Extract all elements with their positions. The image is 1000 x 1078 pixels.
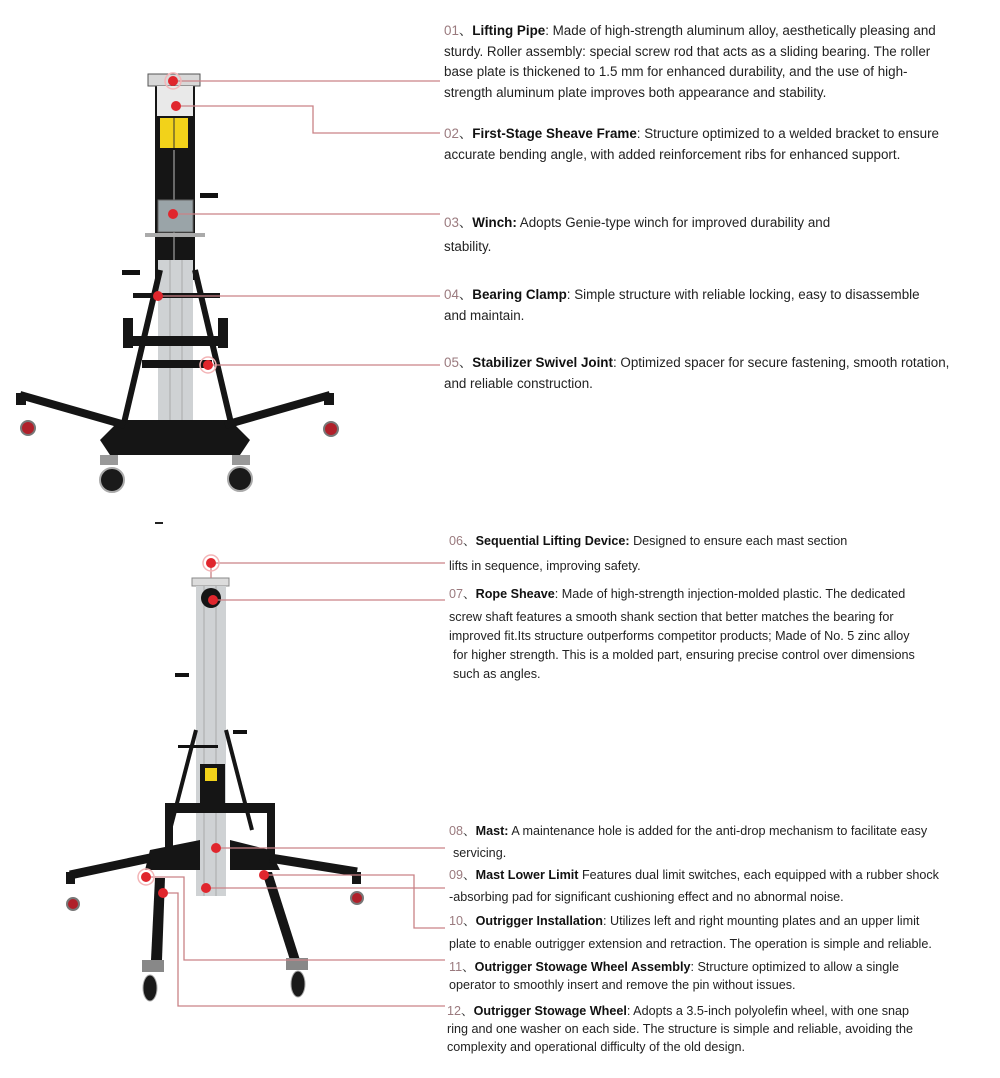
feature-number: 06 [449,534,464,548]
feature-title: Stabilizer Swivel Joint [472,355,613,370]
feature-05-stabilizer-swivel-joint: 05、Stabilizer Swivel Joint: Optimized spacer for secure fastening, smooth rotation, and reliable construction. [444,355,950,391]
feature-title: Lifting Pipe [472,23,546,38]
feature-number: 02 [444,126,459,141]
feature-09-mast-lower-limit: 09、Mast Lower Limit Features dual limit switches, each equipped with a rubber shock -absorbing pad for significant cushioning effect and no abnormal noise. [449,868,939,904]
feature-10-outrigger-installation: 10、Outrigger Installation: Utilizes left and right mounting plates and an upper limit plate to enable outrigger extension and retraction. The operation is simple and reliable. [449,914,932,951]
feature-11-stowage-wheel-assembly: 11、Outrigger Stowage Wheel Assembly: Structure optimized to allow a single operator to smoothly insert and remove the pin without issues. [449,960,900,992]
feature-number: 10 [449,914,464,928]
feature-number: 07 [449,587,464,601]
feature-12-stowage-wheel: 12、Outrigger Stowage Wheel: Adopts a 3.5-inch polyolefin wheel, with one snap ring and one washer on each side. The structure is simple and reliable, avoiding the complexity and operational difficulty of the old design. [447,1004,914,1054]
feature-07-rope-sheave: 07、Rope Sheave: Made of high-strength injection-molded plastic. The dedicated screw shaft features a smooth shank section that better matches the bearing for improved fit.Its structure outperforms competitor products; Made of No. 5 zinc alloy for higher strength. This is a molded part, ensuring precise control over dimensions such as angles. [449,587,915,681]
feature-title: First-Stage Sheave Frame [472,126,637,141]
feature-02-sheave-frame: 02、First-Stage Sheave Frame: Structure optimized to a welded bracket to ensure accurate bending angle, with added reinforcement ribs for enhanced support. [444,126,939,162]
feature-title: Bearing Clamp [472,287,567,302]
feature-title: Outrigger Stowage Wheel [473,1004,627,1018]
feature-04-bearing-clamp: 04、Bearing Clamp: Simple structure with reliable locking, easy to disassemble and maintain. [444,287,920,323]
feature-title: Winch: [472,215,517,230]
feature-title: Rope Sheave [475,587,555,601]
feature-title: Mast Lower Limit [475,868,579,882]
feature-number: 11 [449,960,463,974]
feature-03-winch: 03、Winch: Adopts Genie-type winch for improved durability and stability. [444,215,831,254]
feature-number: 05 [444,355,459,370]
feature-number: 01 [444,23,459,38]
lifter-silver-mast-image [66,578,363,1001]
feature-08-mast: 08、Mast: A maintenance hole is added for the anti-drop mechanism to facilitate easy servicing. [449,824,928,860]
feature-06-sequential-lifting-device: 06、Sequential Lifting Device: Designed to ensure each mast section lifts in sequence, improving safety. [449,534,848,573]
feature-number: 04 [444,287,459,302]
lifter-black-frame-image [16,74,338,524]
feature-01-lifting-pipe: 01、Lifting Pipe: Made of high-strength aluminum alloy, aesthetically pleasing and sturdy. Roller assembly: special screw rod that acts as a sliding bearing. The roller base plate is thickened to 1.5 mm for enhanced durability, and the use of high- strength aluminum plate improves both appearance and stability. [444,23,936,100]
top-callout-lines [158,81,440,365]
feature-number: 09 [449,868,464,882]
bottom-callout-lines [146,563,445,1006]
feature-title: Outrigger Installation [475,914,603,928]
feature-title: Outrigger Stowage Wheel Assembly [474,960,691,974]
feature-number: 03 [444,215,459,230]
feature-number: 12 [447,1004,462,1018]
feature-number: 08 [449,824,464,838]
feature-title: Sequential Lifting Device: [475,534,630,548]
feature-title: Mast: [475,824,509,838]
